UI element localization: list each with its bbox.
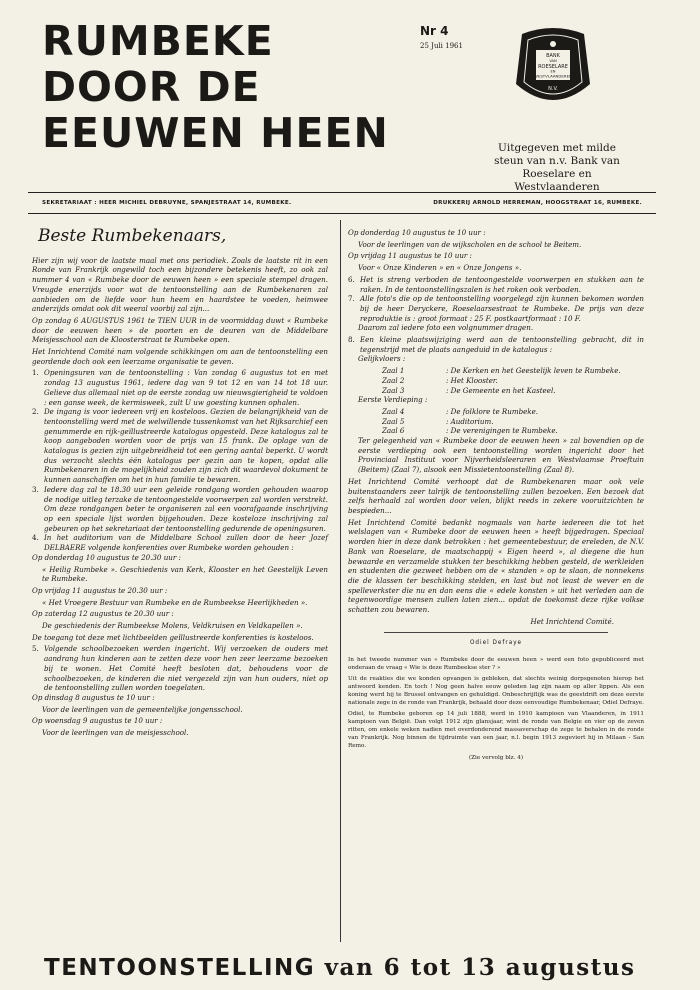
item-text: Volgende schoolbezoeken werden ingericht. Wij verzoeken de ouders met aandrang hun kinderen aan te zetten deze voor hen zeer leerzame bezoeken bij te wonen. Het Comité heeft besloten dat, behoudens voor de schoolbezoeken, de kinderen die niet vergezeld zijn van hun ouders, niet op de tentoonstelling zullen worden toegelaten. — [44, 644, 328, 693]
room-number: Zaal 3 — [382, 385, 405, 395]
paragraph: Het Inrichtend Comité verhoopt dat de Rumbekenaren maar ook vele buitenstaanders zeer talrijk de tentoonstelling zullen bezoeken. Een bezoek dat zelfs herhaald zal worden door velen, blijkt reeds in zekere vooruitzichten te bespieden... — [348, 476, 644, 515]
logo-text: ROESELARE — [538, 64, 568, 70]
item-number: 6. — [348, 274, 355, 284]
paragraph: Op zondag 6 AUGUSTUS 1961 te TIEN UUR in de voormiddag duwt « Rumbeke door de eeuwen heen » de poorten en de deuren van de Middelbare Meisjesschool aan de Kloosterstraat te Rumbeke open. — [32, 315, 328, 345]
room-number: Zaal 2 — [382, 375, 405, 385]
item-number: 8. — [348, 335, 355, 345]
conference-date: Op zaterdag 12 augustus te 20.30 uur : — [32, 609, 174, 619]
divider-rule — [28, 192, 656, 193]
info-bar — [42, 198, 642, 210]
item-text: In het auditorium van de Middelbare School zullen door de heer Jozef DELBAERE volgende konferenties over Rumbeke worden gehouden : — [44, 533, 328, 553]
logo-text: BANK — [546, 53, 560, 59]
masthead — [42, 14, 642, 193]
room-row — [348, 376, 644, 386]
continued-note: (Zie vervolg blz. 4) — [468, 754, 524, 761]
item-number: 2. — [32, 407, 39, 417]
logo-text: EN — [550, 69, 556, 74]
conference-title: « Het Vroegere Bestuur van Rumbeke en de Rumbeekse Heerlijkheden ». — [42, 597, 308, 607]
article-right-column — [348, 228, 644, 765]
room-name: : De Gemeente en het Kasteel. — [446, 385, 556, 395]
paragraph: Hier zijn wij voor de laatste maal met ons periodiek. Zoals de laatste rit in een Ronde van Frankrijk ongewild toch een bijzondere betekenis heeft, zo ook zal nummer 4 van « Rumbeke door de eeuwen heen » een speciale stempel dragen. Vreugde enerzijds voor wat de tentoonstelling aan de Rumbekenaren zal aanbieden om de liefde voor hun heem en haardstee te voeden, heimwee anderzijds omdat ook dit weeral voorbij zal zijn... — [32, 255, 328, 314]
conference-date: Op donderdag 10 augustus te 20.30 uur : — [32, 552, 181, 562]
item-number: 7. — [348, 294, 355, 304]
title-line: DOOR DE — [42, 63, 261, 111]
paragraph: Het Inrichtend Comité nam volgende schikkingen om aan de tentoonstelling een geordende doch ook een leerzame organisatie te geven. — [32, 347, 328, 366]
conference-title: « Heilig Rumbeke ». Geschiedenis van Kerk, Klooster en het Geestelijk Leven te Rumbeke. — [42, 564, 328, 584]
odiel-article — [348, 639, 644, 761]
paragraph: Ter gelegenheid van « Rumbeke door de eeuwen heen » zal bovendien op de eerste verdieping ook een tentoonstelling worden ingericht door het Provinciaal Instituut voor Nijverheidsleeraren en Westvlaamse Proeftuin (Beitem) (Zaal 7), alsook een Missietentoonstelling (Zaal 8). — [358, 436, 644, 475]
list-item — [348, 335, 644, 354]
room-number: Zaal 1 — [382, 366, 405, 376]
room-name: : De Kerken en het Geestelijk leven te Rumbeke. — [446, 366, 621, 376]
divider-rule — [28, 213, 656, 214]
room-row — [348, 366, 644, 376]
printer-address: DRUKKERIJ ARNOLD HERREMAN, HOOGSTRAAT 16, RUMBEKE. — [433, 200, 642, 206]
visit-group: Voor de leerlingen van de meisjesschool. — [42, 728, 189, 738]
item-text: De ingang is voor iedereen vrij en kosteloos. Gezien de belangrijkheid van de tentoonstelling werd met de welwillende tussenkomst van het Rijksarchief een genummerde en rijk-geïllustreerde katalogus opgesteld. Deze katalogus zal te koop aangeboden worden voor de prijs van 15 frank. De oplage van de katalogus is gezien zijn uitgebreidheid tot een gering aantal beperkt. U wordt dus verzocht slechts één katalogus per gezin aan te kopen, opdat alle Rumbekenaren in de mogelijkheid zouden zijn zich dit waardevol dokument te kunnen aanschaffen om het in hun familie te bewaren. — [44, 407, 328, 485]
room-row — [348, 426, 644, 436]
visit-group: Voor « Onze Kinderen » en « Onze Jongens ». — [358, 263, 522, 273]
visit-group: Voor de leerlingen van de wijkscholen en de school te Beitem. — [358, 239, 582, 249]
item-text: Een kleine plaatswijziging werd aan de tentoonstelling gebracht, dit in tegenstrijd met de plaats aangeduid in de katalogus : — [360, 335, 644, 354]
list-item — [32, 644, 328, 693]
room-name: : De verenigingen te Rumbeke. — [446, 426, 558, 436]
room-row — [348, 407, 644, 417]
article-heading: Odiel Defraye — [469, 640, 523, 647]
room-row — [348, 417, 644, 427]
banner-dates: van 6 tot 13 augustus — [324, 954, 636, 981]
letter-greeting: Beste Rumbekenaars, — [38, 226, 227, 246]
visit-date: Op vrijdag 11 augustus te 10 uur : — [348, 251, 472, 261]
list-item — [32, 485, 328, 534]
banner-text: TENTOONSTELLING — [44, 955, 316, 981]
room-number: Zaal 4 — [382, 406, 405, 416]
list-item — [32, 368, 328, 407]
list-item — [32, 533, 328, 552]
item-text: Het is streng verboden de tentoongestelde voorwerpen en stukken aan te raken. In de tentoonstellingszalen is het roken ook verboden. — [360, 274, 644, 294]
newspaper-title — [42, 18, 389, 156]
floor-label: Eerste Verdieping : — [358, 395, 428, 405]
paragraph: De toegang tot deze met lichtbeelden geïllustreerde konferenties is kosteloos. — [32, 632, 314, 642]
logo-text: VAN — [549, 59, 557, 63]
item-text: Iedere dag zal te 18.30 uur een geleide rondgang worden gehouden waarop de nodige uitleg terzake de tentoongestelde voorwerpen zal worden verstrekt. Om deze rondgangen beter te organiseren zal een voorafgaande inschrijving op een speciale lijst worden bijgehouden. Deze kosteloze inschrijving zal gebeuren op het sekretariaat der tentoonstelling gedurende de openingsuren. — [44, 484, 328, 533]
floor-label: Gelijkvloers : — [358, 354, 406, 364]
item-text: Openingsuren van de tentoonstelling : Van zondag 6 augustus tot en met zondag 13 augustus 1961, iedere dag van 9 tot 12 en van 14 tot 18 uur. Gelieve dus allemaal niet op de eerste zondag uw nieuwsgierigheid te voldoen : een ganse week, de kermisweek, zult U uw goesting kunnen ophalen. — [44, 368, 328, 407]
column-divider — [340, 220, 341, 942]
item-number: 1. — [32, 368, 39, 378]
paragraph: Het Inrichtend Comité bedankt nogmaals van harte iedereen die tot het welslagen van « Rumbeke door de eeuwen heen » heeft bijgedragen. Speciaal worden hier in deze dank betrokken : het gemeentebestuur, de ereleden, de N.V. Bank van Roeselare, de maatschappij « Eigen heerd », al diegene die hun bewaarde en verzamelde stukken ter beschikking hebben gesteld, de werkleiden en studenten die gezweet hebben om de « standen » op te slaan, de nonnekens die de klassen ter beschikking stelden, en last but not least de wever en de spelleverkster die nu en dan eens die « edele konsten » uit het verleden aan de tegenwoordige mensen zullen laten zien... opdat de toekomst deze rijke volkse schatten zou bewaren. — [348, 517, 644, 615]
newspaper-page — [28, 14, 656, 982]
paragraph: Daarom zal iedere foto een volgnummer dragen. — [358, 323, 534, 333]
visit-date: Op woensdag 9 augustus te 10 uur : — [32, 716, 163, 726]
secretariat-address: SEKRETARIAAT : HEER MICHIEL DEBRUYNE, SPANJESTRAAT 14, RUMBEKE. — [42, 200, 292, 206]
visit-group: Voor de leerlingen van de gemeentelijke jongensschool. — [42, 704, 243, 714]
bank-logo — [510, 24, 596, 114]
visit-date: Op dinsdag 8 augustus te 10 uur : — [32, 692, 155, 702]
conference-date: Op vrijdag 11 augustus te 20.30 uur : — [32, 585, 168, 595]
item-text: Alle foto's die op de tentoonstelling voorgelegd zijn kunnen bekomen worden bij de heer Deryckere, Roeselaarsestraat te Rumbeke. De prijs van deze reproduktie is : groot formaat : 25 F. postkaartformaat : 10 F. — [360, 294, 644, 323]
room-name: : Het Klooster. — [446, 375, 498, 385]
exhibition-banner — [44, 954, 644, 981]
title-line: RUMBEKE — [42, 17, 274, 65]
logo-text: WESTVLAANDEREN — [534, 73, 572, 79]
item-number: 4. — [32, 533, 39, 543]
sponsor-note: Uitgegeven met milde steun van n.v. Bank van Roeselare en Westvlaanderen — [494, 142, 620, 193]
item-number: 5. — [32, 644, 39, 654]
signature: Het Inrichtend Comité. — [530, 616, 614, 626]
room-number: Zaal 6 — [382, 426, 405, 436]
room-row — [348, 386, 644, 396]
room-name: : De folklore te Rumbeke. — [446, 406, 539, 416]
article-left-column — [32, 228, 328, 740]
issue-number: Nr 4 — [420, 24, 449, 38]
item-number: 3. — [32, 484, 39, 494]
room-number: Zaal 5 — [382, 416, 405, 426]
issue-date: 25 Juli 1961 — [420, 42, 463, 50]
list-item — [32, 407, 328, 485]
logo-text: N.V. — [548, 86, 558, 92]
title-line: EEUWEN HEEN — [42, 109, 389, 157]
room-name: : Auditorium. — [446, 416, 494, 426]
paragraph: Odiel, te Rumbeke geboren op 14 juli 1888, werd in 1910 kampioen van Vlaanderen, in 1911 kampioen van België. Dan volgt 1912 zijn glansjaar, wint de ronde van Belgie en vier op de zeven ritten, om enkele weken nadien met overdonderend massaverschap de zege te behalen in de ronde van Frankrijk. Nog binnen de tijdruimte van een jaar, n.l. begin 1913 zegeviert hij in Milaan - San Remo. — [348, 711, 644, 750]
list-item — [348, 275, 644, 294]
visit-date: Op donderdag 10 augustus te 10 uur : — [348, 228, 486, 237]
paragraph: In het tweede nummer van « Rumbeke door de eeuwen heen » werd een foto gepubliceerd met onderaan de vraag « Wie is deze Rumbeekse ster ? » — [348, 656, 644, 671]
conference-title: De geschiedenis der Rumbeekse Molens, Veldkruisen en Veldkapellen ». — [42, 621, 303, 631]
paragraph: Uit de reakties die we konden opvangen is gebleken, dat slechts weinig dorpsgenoten hierop het antwoord kenden. En toch ! Nog geen halve eeuw geleden lag zijn naam op aller lippen. Als een koning werd hij te Brussel ontvangen en gehuldigd. Onbeschrijflijk was de geestdrift om deze eerste nationale zege in de ronde van Frankrijk, behaald door deze eenvoudige Rumbekenaar, Odiel Defraye. — [348, 675, 644, 706]
section-divider — [384, 632, 608, 633]
list-item — [348, 294, 644, 323]
